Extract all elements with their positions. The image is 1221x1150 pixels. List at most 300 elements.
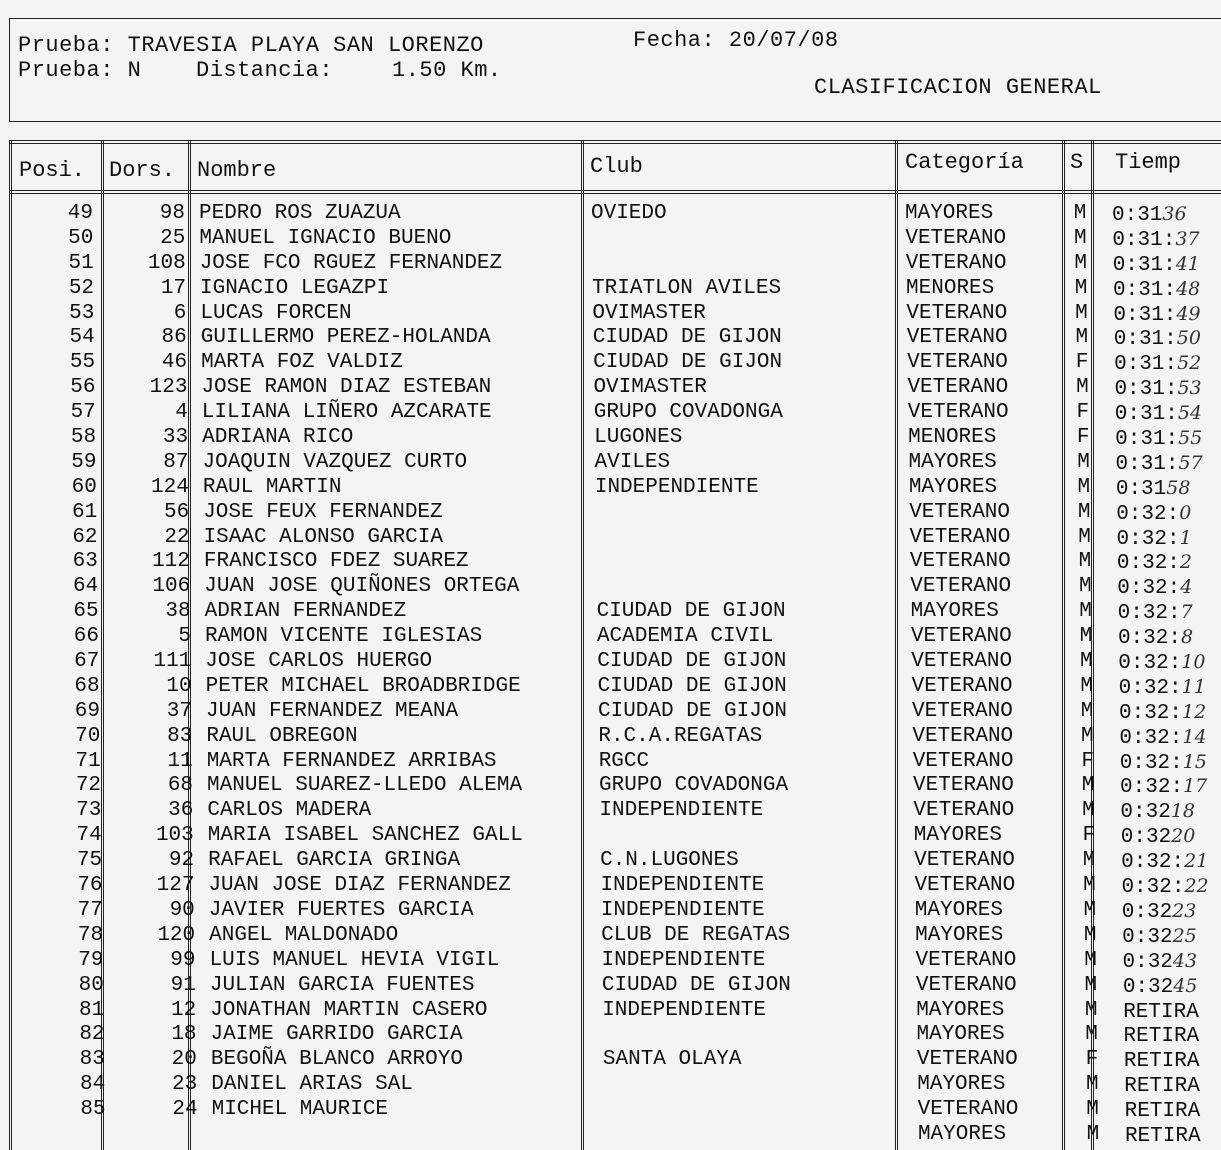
table-row xyxy=(13,501,1221,526)
time-cell xyxy=(1116,501,1191,527)
time-printed: 0:32: xyxy=(1119,727,1182,750)
category-cell: VETERANO xyxy=(911,650,1012,674)
bib-cell: 106 xyxy=(114,575,190,599)
position-cell: 54 xyxy=(11,326,95,350)
time-cell xyxy=(1123,974,1198,1000)
category-cell: VETERANO xyxy=(910,526,1011,550)
time-cell xyxy=(1124,1023,1200,1049)
time-cell xyxy=(1118,600,1193,626)
table-row xyxy=(18,824,1221,849)
time-printed: 0:32: xyxy=(1116,503,1179,526)
name-cell: ADRIAN FERNANDEZ xyxy=(205,600,407,624)
name-cell: LUCAS FORCEN xyxy=(200,302,351,326)
table-row xyxy=(22,1098,1221,1123)
time-printed: 0:32 xyxy=(1120,801,1170,824)
category-cell: VETERANO xyxy=(911,625,1012,649)
category-cell: VETERANO xyxy=(912,725,1013,749)
table-row xyxy=(18,874,1221,899)
club-cell: LUGONES xyxy=(594,426,682,450)
club-cell: CIUDAD DE GIJON xyxy=(598,700,787,724)
table-row xyxy=(12,401,1221,426)
bib-cell: 90 xyxy=(119,899,195,923)
time-printed: RETIRA xyxy=(1124,1025,1200,1048)
time-printed: 0:31: xyxy=(1113,304,1176,327)
position-cell: 85 xyxy=(22,1098,106,1122)
results-table xyxy=(9,140,1221,1150)
bib-cell: 127 xyxy=(118,874,194,898)
position-cell: 80 xyxy=(20,974,104,998)
position-cell: 78 xyxy=(19,924,103,948)
bib-cell: 24 xyxy=(122,1098,198,1122)
time-handwritten-seconds: 4 xyxy=(1180,576,1192,598)
sex-cell: F xyxy=(1074,426,1092,450)
position-cell: 63 xyxy=(14,550,98,574)
time-handwritten-seconds: 1 xyxy=(1180,527,1192,549)
time-cell xyxy=(1124,1073,1200,1099)
table-row xyxy=(16,725,1221,750)
table-row xyxy=(18,849,1221,874)
results-rows xyxy=(9,202,1221,1148)
category-cell: VETERANO xyxy=(916,949,1017,973)
bib-cell: 10 xyxy=(116,675,192,699)
name-cell: RAUL MARTIN xyxy=(203,476,342,500)
bib-cell: 92 xyxy=(118,849,194,873)
race-date: Fecha: 20/07/08 xyxy=(633,28,839,53)
sex-cell: M xyxy=(1080,874,1098,898)
club-cell: R.C.A.REGATAS xyxy=(598,725,762,749)
time-cell xyxy=(1120,774,1207,800)
category-cell: VETERANO xyxy=(912,700,1013,724)
name-cell: JAVIER FUERTES GARCIA xyxy=(209,899,474,923)
time-handwritten-seconds: 21 xyxy=(1184,850,1208,872)
bib-cell: 4 xyxy=(112,401,188,425)
name-cell: MARTA FERNANDEZ ARRIBAS xyxy=(207,750,497,774)
club-cell: GRUPO COVADONGA xyxy=(599,774,788,798)
time-cell xyxy=(1120,799,1195,825)
bib-cell: 56 xyxy=(113,501,189,525)
time-cell xyxy=(1122,899,1197,925)
position-cell: 65 xyxy=(15,600,99,624)
name-cell: JUAN JOSE DIAZ FERNANDEZ xyxy=(208,874,510,898)
name-cell: FRANCISCO FDEZ SUAREZ xyxy=(204,550,469,574)
position-cell: 49 xyxy=(9,202,93,226)
name-cell: LUIS MANUEL HEVIA VIGIL xyxy=(210,949,500,973)
bib-cell: 99 xyxy=(120,949,196,973)
time-printed: 0:31: xyxy=(1113,279,1176,302)
time-handwritten-seconds: 0 xyxy=(1179,502,1191,524)
time-cell xyxy=(1121,824,1196,850)
position-cell: 69 xyxy=(16,700,100,724)
sex-cell: M xyxy=(1083,1073,1101,1097)
position-cell: 55 xyxy=(11,351,95,375)
time-cell xyxy=(1113,277,1200,303)
time-handwritten-seconds: 50 xyxy=(1177,327,1201,349)
name-cell: ADRIANA RICO xyxy=(202,426,353,450)
time-cell xyxy=(1114,351,1201,377)
time-cell xyxy=(1112,202,1187,228)
sex-cell: M xyxy=(1072,252,1090,276)
name-cell: JUAN FERNANDEZ MEANA xyxy=(206,700,458,724)
name-cell: JOSE FEUX FERNANDEZ xyxy=(203,501,442,525)
category-cell: VETERANO xyxy=(907,351,1008,375)
bib-cell: 22 xyxy=(114,526,190,550)
sex-cell: M xyxy=(1075,501,1093,525)
name-cell: MARIA ISABEL SANCHEZ GALL xyxy=(208,824,523,848)
name-cell: RAUL OBREGON xyxy=(206,725,357,749)
bib-cell: 83 xyxy=(116,725,192,749)
time-cell xyxy=(1125,1098,1201,1124)
table-row xyxy=(21,1073,1221,1098)
bib-cell: 108 xyxy=(110,252,186,276)
category-cell: MAYORES xyxy=(915,899,1003,923)
table-row xyxy=(9,202,1221,227)
club-cell: INDEPENDIENTE xyxy=(602,999,766,1023)
category-cell: MAYORES xyxy=(905,202,993,226)
position-cell: 58 xyxy=(12,426,96,450)
bib-cell: 86 xyxy=(111,326,187,350)
time-cell xyxy=(1114,376,1201,402)
time-printed: 0:32: xyxy=(1117,577,1180,600)
time-handwritten-seconds: 37 xyxy=(1175,228,1199,250)
category-cell: VETERANO xyxy=(906,302,1007,326)
bib-cell: 6 xyxy=(110,302,186,326)
time-cell xyxy=(1117,550,1192,576)
table-row xyxy=(13,451,1221,476)
category-cell: MENORES xyxy=(906,277,994,301)
table-row xyxy=(9,227,1221,252)
time-handwritten-seconds: 36 xyxy=(1162,203,1186,225)
bib-cell: 103 xyxy=(118,824,194,848)
category-cell: MAYORES xyxy=(915,924,1003,948)
time-handwritten-seconds: 57 xyxy=(1179,452,1203,474)
time-handwritten-seconds: 14 xyxy=(1182,726,1206,748)
category-cell: VETERANO xyxy=(913,774,1014,798)
table-row xyxy=(17,750,1221,775)
time-cell xyxy=(1124,1048,1200,1074)
sex-cell: M xyxy=(1084,1098,1102,1122)
bib-cell: 23 xyxy=(121,1073,197,1097)
bib-cell: 91 xyxy=(120,974,196,998)
name-cell: JOSE FCO RGUEZ FERNANDEZ xyxy=(200,252,502,276)
time-printed: 0:31: xyxy=(1115,428,1178,451)
table-row xyxy=(20,974,1221,999)
name-cell: MICHEL MAURICE xyxy=(212,1098,388,1122)
time-handwritten-seconds: 43 xyxy=(1173,950,1197,972)
time-printed: 0:32: xyxy=(1120,752,1183,775)
position-cell: 66 xyxy=(15,625,99,649)
name-cell: LILIANA LIÑERO AZCARATE xyxy=(202,401,492,425)
time-cell xyxy=(1123,949,1198,975)
name-cell: MANUEL SUAREZ-LLEDO ALEMA xyxy=(207,774,522,798)
time-cell xyxy=(1119,675,1206,701)
table-row xyxy=(17,799,1221,824)
name-cell: MANUEL IGNACIO BUENO xyxy=(199,227,451,251)
name-cell: ANGEL MALDONADO xyxy=(209,924,398,948)
bib-cell: 17 xyxy=(110,277,186,301)
name-cell: RAFAEL GARCIA GRINGA xyxy=(208,849,460,873)
category-cell: VETERANO xyxy=(914,874,1015,898)
time-printed: 0:32: xyxy=(1118,627,1181,650)
time-printed: RETIRA xyxy=(1125,1125,1201,1148)
distance-label: Distancia: xyxy=(196,58,333,83)
time-handwritten-seconds: 53 xyxy=(1177,377,1201,399)
table-row xyxy=(21,1023,1221,1048)
bib-cell: 37 xyxy=(116,700,192,724)
time-handwritten-seconds: 55 xyxy=(1178,427,1202,449)
time-cell xyxy=(1122,924,1197,950)
name-cell: JUAN JOSE QUIÑONES ORTEGA xyxy=(204,575,519,599)
time-handwritten-seconds: 11 xyxy=(1182,676,1206,698)
classification-title: CLASIFICACION GENERAL xyxy=(814,75,1102,100)
race-code: Prueba: N xyxy=(18,58,141,83)
sex-cell: F xyxy=(1073,351,1091,375)
sex-cell: M xyxy=(1075,476,1093,500)
club-cell: CIUDAD DE GIJON xyxy=(597,600,786,624)
table-row xyxy=(10,252,1221,277)
sex-cell: M xyxy=(1077,650,1095,674)
club-cell: OVIMASTER xyxy=(593,376,706,400)
time-cell xyxy=(1116,476,1191,502)
category-cell: VETERANO xyxy=(907,376,1008,400)
race-name: Prueba: TRAVESIA PLAYA SAN LORENZO xyxy=(18,33,484,58)
bib-cell: 11 xyxy=(117,750,193,774)
time-printed: 0:31 xyxy=(1116,478,1166,501)
club-cell: RGCC xyxy=(599,750,649,774)
time-printed: 0:31: xyxy=(1114,328,1177,351)
col-header-s: S xyxy=(1070,150,1083,175)
name-cell: GUILLERMO PEREZ-HOLANDA xyxy=(201,326,491,350)
time-handwritten-seconds: 10 xyxy=(1181,651,1205,673)
sex-cell: M xyxy=(1071,202,1089,226)
position-cell: 75 xyxy=(18,849,102,873)
position-cell: 70 xyxy=(16,725,100,749)
name-cell: IGNACIO LEGAZPI xyxy=(200,277,389,301)
time-printed: 0:31: xyxy=(1112,229,1175,252)
table-row xyxy=(15,625,1221,650)
club-cell: CIUDAD DE GIJON xyxy=(593,351,782,375)
time-handwritten-seconds: 41 xyxy=(1176,253,1200,275)
position-cell: 59 xyxy=(13,451,97,475)
bib-cell: 25 xyxy=(109,227,185,251)
bib-cell: 36 xyxy=(117,799,193,823)
sex-cell: M xyxy=(1078,675,1096,699)
bib-cell: 18 xyxy=(121,1023,197,1047)
position-cell: 56 xyxy=(11,376,95,400)
sex-cell: M xyxy=(1072,277,1090,301)
time-cell xyxy=(1117,526,1192,552)
position-cell: 62 xyxy=(14,526,98,550)
category-cell: VETERANO xyxy=(906,252,1007,276)
time-printed: 0:31: xyxy=(1113,254,1176,277)
col-header-nombre: Nombre xyxy=(197,158,276,183)
time-cell xyxy=(1112,227,1199,253)
time-cell xyxy=(1116,451,1203,477)
time-printed: 0:32 xyxy=(1122,926,1172,949)
time-printed: 0:32 xyxy=(1122,901,1172,924)
time-printed: 0:32 xyxy=(1123,976,1173,999)
col-header-posi: Posi. xyxy=(19,158,85,183)
club-cell: CIUDAD DE GIJON xyxy=(602,974,791,998)
name-cell: PEDRO ROS ZUAZUA xyxy=(199,202,401,226)
sex-cell: M xyxy=(1082,949,1100,973)
table-row xyxy=(11,376,1221,401)
time-cell xyxy=(1113,302,1200,328)
sex-cell: M xyxy=(1077,625,1095,649)
bib-cell: 5 xyxy=(115,625,191,649)
table-row xyxy=(20,949,1221,974)
table-row xyxy=(20,999,1221,1024)
club-cell: SANTA OLAYA xyxy=(603,1048,742,1072)
sex-cell: M xyxy=(1079,799,1097,823)
time-handwritten-seconds: 52 xyxy=(1177,352,1201,374)
time-printed: RETIRA xyxy=(1124,1050,1200,1073)
position-cell: 60 xyxy=(13,476,97,500)
table-row xyxy=(13,476,1221,501)
time-printed: 0:32: xyxy=(1121,851,1184,874)
category-cell: VETERANO xyxy=(910,575,1011,599)
time-cell xyxy=(1121,874,1208,900)
time-printed: 0:31: xyxy=(1115,403,1178,426)
category-cell: MAYORES xyxy=(916,999,1004,1023)
bib-cell: 12 xyxy=(120,999,196,1023)
position-cell: 57 xyxy=(12,401,96,425)
position-cell: 76 xyxy=(18,874,102,898)
category-cell: VETERANO xyxy=(913,799,1014,823)
name-cell: JOSE RAMON DIAZ ESTEBAN xyxy=(201,376,491,400)
club-cell: CIUDAD DE GIJON xyxy=(598,675,787,699)
club-cell: OVIEDO xyxy=(591,202,667,226)
table-row xyxy=(21,1048,1221,1073)
sex-cell: M xyxy=(1081,899,1099,923)
name-cell: JAIME GARRIDO GARCIA xyxy=(211,1023,463,1047)
bib-cell: 111 xyxy=(115,650,191,674)
club-cell: INDEPENDIENTE xyxy=(602,949,766,973)
sex-cell: M xyxy=(1072,302,1090,326)
bib-cell: 87 xyxy=(113,451,189,475)
position-cell: 51 xyxy=(10,252,94,276)
sex-cell: M xyxy=(1073,376,1091,400)
sex-cell: M xyxy=(1076,550,1094,574)
club-cell: INDEPENDIENTE xyxy=(599,799,763,823)
time-handwritten-seconds: 12 xyxy=(1182,701,1206,723)
table-row xyxy=(17,774,1221,799)
bib-cell: 120 xyxy=(119,924,195,948)
sex-cell: M xyxy=(1082,999,1100,1023)
table-row xyxy=(19,924,1221,949)
time-cell xyxy=(1115,401,1202,427)
name-cell: JULIAN GARCIA FUENTES xyxy=(210,974,475,998)
time-handwritten-seconds: 17 xyxy=(1183,775,1207,797)
position-cell: 81 xyxy=(20,999,104,1023)
table-row xyxy=(16,675,1221,700)
time-cell xyxy=(1120,750,1207,776)
time-cell xyxy=(1117,575,1192,601)
sex-cell: F xyxy=(1079,750,1097,774)
category-cell: MAYORES xyxy=(914,824,1002,848)
time-cell xyxy=(1114,326,1201,352)
position-cell: 50 xyxy=(9,227,93,251)
sex-cell: M xyxy=(1076,575,1094,599)
time-handwritten-seconds: 22 xyxy=(1184,875,1208,897)
name-cell: BEGOÑA BLANCO ARROYO xyxy=(211,1048,463,1072)
category-cell: VETERANO xyxy=(908,401,1009,425)
category-cell: MAYORES xyxy=(918,1123,1006,1147)
time-printed: 0:32: xyxy=(1119,677,1182,700)
time-cell xyxy=(1118,625,1193,651)
category-cell: VETERANO xyxy=(914,849,1015,873)
distance-value: 1.50 Km. xyxy=(392,58,502,83)
club-cell: INDEPENDIENTE xyxy=(601,899,765,923)
col-header-club: Club xyxy=(590,154,643,179)
position-cell: 74 xyxy=(18,824,102,848)
col-header-categoria: Categoría xyxy=(905,150,1024,175)
table-row xyxy=(10,277,1221,302)
position-cell: 61 xyxy=(13,501,97,525)
category-cell: VETERANO xyxy=(917,1048,1018,1072)
name-cell: JOSE CARLOS HUERGO xyxy=(205,650,432,674)
club-cell: CLUB DE REGATAS xyxy=(601,924,790,948)
table-row xyxy=(14,526,1221,551)
time-printed: 0:32: xyxy=(1117,552,1180,575)
time-handwritten-seconds: 8 xyxy=(1181,626,1193,648)
time-printed: 0:32: xyxy=(1117,528,1180,551)
sex-cell: M xyxy=(1080,849,1098,873)
time-printed: RETIRA xyxy=(1124,1075,1200,1098)
position-cell: 64 xyxy=(14,575,98,599)
position-cell: 79 xyxy=(20,949,104,973)
table-row xyxy=(12,426,1221,451)
sex-cell: M xyxy=(1073,326,1091,350)
time-handwritten-seconds: 48 xyxy=(1176,278,1200,300)
club-cell: ACADEMIA CIVIL xyxy=(597,625,773,649)
time-printed: 0:32: xyxy=(1118,602,1181,625)
name-cell: JOAQUIN VAZQUEZ CURTO xyxy=(203,451,468,475)
name-cell: DANIEL ARIAS SAL xyxy=(211,1073,413,1097)
bib-cell: 38 xyxy=(115,600,191,624)
time-cell xyxy=(1123,999,1199,1025)
bib-cell: 98 xyxy=(109,202,185,226)
col-header-dors: Dors. xyxy=(109,158,175,183)
position-cell: 67 xyxy=(15,650,99,674)
club-cell: C.N.LUGONES xyxy=(600,849,739,873)
category-cell: VETERANO xyxy=(912,675,1013,699)
sex-cell: M xyxy=(1077,600,1095,624)
time-printed: RETIRA xyxy=(1123,1001,1199,1024)
club-cell: CIUDAD DE GIJON xyxy=(593,326,782,350)
table-row xyxy=(16,700,1221,725)
sex-cell: F xyxy=(1080,824,1098,848)
position-cell: 77 xyxy=(19,899,103,923)
time-handwritten-seconds: 58 xyxy=(1166,477,1190,499)
category-cell: VETERANO xyxy=(910,550,1011,574)
club-cell: INDEPENDIENTE xyxy=(595,476,759,500)
category-cell: VETERANO xyxy=(918,1098,1019,1122)
time-printed: 0:31: xyxy=(1114,378,1177,401)
time-printed: 0:32 xyxy=(1121,826,1171,849)
time-printed: 0:32: xyxy=(1119,702,1182,725)
time-printed: 0:31: xyxy=(1116,453,1179,476)
position-cell: 53 xyxy=(10,302,94,326)
sex-cell: M xyxy=(1071,227,1089,251)
col-header-tiempo: Tiemp xyxy=(1115,150,1181,175)
name-cell: JONATHAN MARTIN CASERO xyxy=(210,999,487,1023)
time-handwritten-seconds: 25 xyxy=(1173,925,1197,947)
category-cell: VETERANO xyxy=(907,326,1008,350)
time-cell xyxy=(1125,1123,1201,1149)
category-cell: VETERANO xyxy=(916,974,1017,998)
time-cell xyxy=(1119,725,1206,751)
time-handwritten-seconds: 49 xyxy=(1176,303,1200,325)
